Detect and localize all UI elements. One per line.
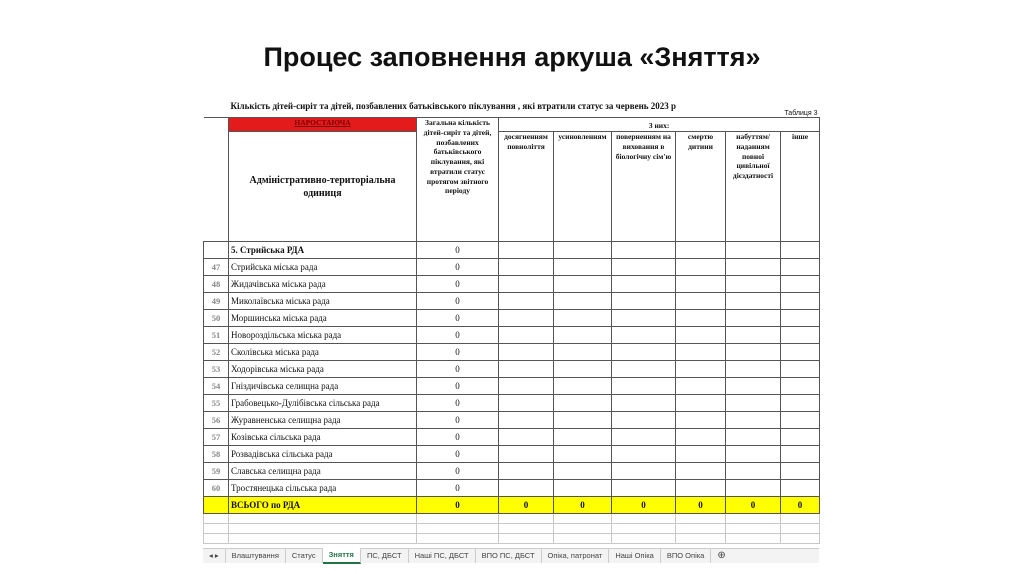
cell[interactable] bbox=[554, 327, 612, 344]
unit-name[interactable]: Розвадівська сільська рада bbox=[229, 446, 417, 463]
cell[interactable] bbox=[676, 524, 726, 534]
empty-row bbox=[204, 514, 820, 524]
total-cell[interactable]: 0 bbox=[417, 344, 499, 361]
cell[interactable] bbox=[499, 524, 554, 534]
unit-name[interactable]: Миколаївська міська рада bbox=[229, 293, 417, 310]
cell[interactable] bbox=[676, 534, 726, 544]
table-row bbox=[204, 327, 820, 344]
total-cell[interactable]: 0 bbox=[417, 293, 499, 310]
unit-name[interactable]: Козівська сільська рада bbox=[229, 429, 417, 446]
cell[interactable] bbox=[781, 259, 820, 276]
cell[interactable] bbox=[499, 276, 554, 293]
cell[interactable] bbox=[676, 514, 726, 524]
cell[interactable] bbox=[726, 259, 781, 276]
scroll-tabs-left[interactable]: ◂ ▸ bbox=[203, 549, 226, 563]
cell[interactable] bbox=[612, 378, 676, 395]
total-label: ВСЬОГО по РДА bbox=[229, 497, 417, 514]
cell[interactable] bbox=[499, 446, 554, 463]
unit-name[interactable]: Новороздільська міська рада bbox=[229, 327, 417, 344]
table-caption: Кількість дітей-сиріт та дітей, позбавлених батьківського піклування , які втратили статус за червень 2023 р bbox=[230, 101, 677, 111]
cell[interactable] bbox=[781, 429, 820, 446]
cell[interactable] bbox=[499, 259, 554, 276]
table-row bbox=[204, 310, 820, 327]
cell[interactable] bbox=[229, 514, 417, 524]
cell[interactable] bbox=[726, 327, 781, 344]
cell[interactable] bbox=[612, 259, 676, 276]
row-number: 56 bbox=[204, 412, 229, 429]
row-number: 57 bbox=[204, 429, 229, 446]
empty-row bbox=[204, 534, 820, 544]
total-value: 0 bbox=[781, 497, 820, 514]
total-cell[interactable]: 0 bbox=[417, 276, 499, 293]
total-value: 0 bbox=[612, 497, 676, 514]
cell[interactable] bbox=[726, 378, 781, 395]
cell[interactable] bbox=[612, 514, 676, 524]
cell[interactable] bbox=[781, 446, 820, 463]
cell[interactable] bbox=[229, 534, 417, 544]
sheet-tab[interactable]: Опіка, патронат bbox=[542, 549, 610, 563]
cell[interactable] bbox=[554, 361, 612, 378]
cell[interactable] bbox=[726, 361, 781, 378]
table-row bbox=[204, 412, 820, 429]
unit-name[interactable]: Славська селищна рада bbox=[229, 463, 417, 480]
total-cell[interactable]: 0 bbox=[417, 463, 499, 480]
cell[interactable] bbox=[726, 446, 781, 463]
cell[interactable] bbox=[781, 524, 820, 534]
sub-header: поверненням на виховання в біологічну сім'ю bbox=[612, 132, 676, 242]
total-cell[interactable]: 0 bbox=[417, 361, 499, 378]
cell[interactable] bbox=[554, 429, 612, 446]
cell[interactable] bbox=[499, 395, 554, 412]
cell[interactable] bbox=[781, 412, 820, 429]
of-them-header: З них: bbox=[499, 118, 820, 132]
total-cell[interactable]: 0 bbox=[417, 327, 499, 344]
row-number: 54 bbox=[204, 378, 229, 395]
unit-name[interactable]: Гніздичівська селищна рада bbox=[229, 378, 417, 395]
total-cell[interactable]: 0 bbox=[417, 395, 499, 412]
cell[interactable] bbox=[612, 534, 676, 544]
cell[interactable] bbox=[554, 310, 612, 327]
cell[interactable] bbox=[676, 395, 726, 412]
table-row bbox=[204, 378, 820, 395]
cell[interactable] bbox=[726, 463, 781, 480]
total-value: 0 bbox=[676, 497, 726, 514]
cell[interactable] bbox=[781, 480, 820, 497]
cumulative-label: НАРОСТАЮЧА bbox=[229, 118, 417, 132]
cell[interactable] bbox=[726, 344, 781, 361]
cell[interactable] bbox=[499, 463, 554, 480]
unit-name[interactable]: Ходорівська міська рада bbox=[229, 361, 417, 378]
cell[interactable] bbox=[612, 276, 676, 293]
cell[interactable] bbox=[554, 412, 612, 429]
table-row bbox=[204, 361, 820, 378]
cell[interactable] bbox=[726, 412, 781, 429]
cell[interactable] bbox=[554, 524, 612, 534]
cell[interactable] bbox=[781, 514, 820, 524]
cell[interactable] bbox=[781, 534, 820, 544]
row-number: 47 bbox=[204, 259, 229, 276]
total-cell[interactable]: 0 bbox=[417, 259, 499, 276]
cell[interactable] bbox=[612, 344, 676, 361]
table-row bbox=[204, 259, 820, 276]
cell[interactable] bbox=[499, 310, 554, 327]
unit-name[interactable]: Сколівська міська рада bbox=[229, 344, 417, 361]
cell[interactable] bbox=[204, 514, 229, 524]
cell[interactable] bbox=[781, 276, 820, 293]
row-number: 52 bbox=[204, 344, 229, 361]
total-row bbox=[204, 497, 820, 514]
cell[interactable] bbox=[612, 310, 676, 327]
cell[interactable] bbox=[204, 524, 229, 534]
cell[interactable] bbox=[417, 524, 499, 534]
cell[interactable] bbox=[612, 327, 676, 344]
row-number: 49 bbox=[204, 293, 229, 310]
sheet-tab[interactable]: Зняття bbox=[323, 548, 361, 564]
table-row bbox=[204, 463, 820, 480]
cell[interactable] bbox=[612, 395, 676, 412]
table-row bbox=[204, 276, 820, 293]
cell[interactable] bbox=[781, 327, 820, 344]
total-cell[interactable]: 0 bbox=[417, 310, 499, 327]
table-row bbox=[204, 446, 820, 463]
row-number: 59 bbox=[204, 463, 229, 480]
sheet-tab[interactable]: ПС, ДБСТ bbox=[361, 549, 409, 563]
cell[interactable] bbox=[781, 344, 820, 361]
sheet-tab[interactable]: Влаштування bbox=[226, 549, 286, 563]
cell[interactable] bbox=[417, 534, 499, 544]
cell[interactable] bbox=[676, 276, 726, 293]
unit-name[interactable]: Грабовецько-Дулібівська сільська рада bbox=[229, 395, 417, 412]
unit-name[interactable]: Стрийська міська рада bbox=[229, 259, 417, 276]
unit-name[interactable]: Жидачівська міська рада bbox=[229, 276, 417, 293]
sheet-tab[interactable]: Наші ПС, ДБСТ bbox=[409, 549, 476, 563]
cell[interactable] bbox=[726, 395, 781, 412]
cell[interactable] bbox=[726, 276, 781, 293]
cell[interactable] bbox=[612, 463, 676, 480]
row-number: 60 bbox=[204, 480, 229, 497]
cell[interactable] bbox=[499, 514, 554, 524]
cell[interactable] bbox=[417, 514, 499, 524]
cell[interactable] bbox=[726, 429, 781, 446]
total-header: Загальна кількість дітей-сиріт та дітей, позбавлених батьківського піклування, які втратили статус протягом звітного періоду bbox=[417, 118, 499, 242]
cell[interactable] bbox=[612, 412, 676, 429]
total-cell[interactable]: 0 bbox=[417, 412, 499, 429]
cell[interactable] bbox=[781, 395, 820, 412]
cell[interactable] bbox=[499, 344, 554, 361]
row-number: 51 bbox=[204, 327, 229, 344]
cell[interactable] bbox=[499, 480, 554, 497]
sub-header: досягненням повноліття bbox=[499, 132, 554, 242]
cell[interactable] bbox=[726, 524, 781, 534]
unit-name[interactable]: Тростянецька сільська рада bbox=[229, 480, 417, 497]
cell[interactable] bbox=[612, 446, 676, 463]
cell[interactable] bbox=[612, 361, 676, 378]
total-value: 0 bbox=[499, 497, 554, 514]
sheet-tab[interactable]: Наші Опіка bbox=[609, 549, 661, 563]
cell[interactable] bbox=[781, 293, 820, 310]
cell[interactable] bbox=[676, 429, 726, 446]
cell[interactable] bbox=[499, 361, 554, 378]
add-sheet-icon[interactable]: ⊕ bbox=[717, 550, 726, 561]
cell[interactable] bbox=[499, 534, 554, 544]
spreadsheet bbox=[203, 95, 819, 563]
cell[interactable] bbox=[726, 514, 781, 524]
total-value: 0 bbox=[554, 497, 612, 514]
cell[interactable] bbox=[676, 259, 726, 276]
row-number: 55 bbox=[204, 395, 229, 412]
cell[interactable] bbox=[499, 429, 554, 446]
sheet-tab[interactable]: Статус bbox=[286, 549, 323, 563]
cell[interactable] bbox=[612, 524, 676, 534]
table-row bbox=[204, 429, 820, 446]
table-row bbox=[204, 344, 820, 361]
sheet-tab[interactable]: ВПО Опіка bbox=[661, 549, 712, 563]
cell[interactable] bbox=[726, 293, 781, 310]
total-cell[interactable]: 0 bbox=[417, 378, 499, 395]
caption-row bbox=[204, 95, 820, 118]
sub-header: набуттям/ наданням повної цивільної дієздатності bbox=[726, 132, 781, 242]
cell[interactable] bbox=[676, 344, 726, 361]
cell[interactable] bbox=[612, 429, 676, 446]
total-value: 0 bbox=[417, 497, 499, 514]
sub-header: інше bbox=[781, 132, 820, 242]
cell[interactable] bbox=[554, 446, 612, 463]
cell[interactable] bbox=[676, 446, 726, 463]
table-row bbox=[204, 480, 820, 497]
cell[interactable] bbox=[781, 463, 820, 480]
cell[interactable] bbox=[204, 534, 229, 544]
unit-name[interactable]: Журавненська селищна рада bbox=[229, 412, 417, 429]
region-row bbox=[204, 242, 820, 259]
total-cell[interactable]: 0 bbox=[417, 429, 499, 446]
cell[interactable] bbox=[676, 293, 726, 310]
cell[interactable] bbox=[676, 310, 726, 327]
cell[interactable] bbox=[554, 259, 612, 276]
cell[interactable] bbox=[554, 344, 612, 361]
row-number: 48 bbox=[204, 276, 229, 293]
cell[interactable] bbox=[781, 361, 820, 378]
unit-name[interactable]: Моршинська міська рада bbox=[229, 310, 417, 327]
cell[interactable] bbox=[554, 378, 612, 395]
sub-header: усиновленням bbox=[554, 132, 612, 242]
cell[interactable] bbox=[726, 534, 781, 544]
cell[interactable] bbox=[554, 514, 612, 524]
cell[interactable] bbox=[554, 395, 612, 412]
cell[interactable] bbox=[676, 327, 726, 344]
unit-header: Адміністративно-територіальна одиниця bbox=[229, 132, 417, 242]
table-row bbox=[204, 395, 820, 412]
cell[interactable] bbox=[229, 524, 417, 534]
cell[interactable] bbox=[554, 293, 612, 310]
cell[interactable] bbox=[499, 378, 554, 395]
cell[interactable] bbox=[726, 480, 781, 497]
cell[interactable] bbox=[781, 378, 820, 395]
cell[interactable] bbox=[612, 293, 676, 310]
data-table bbox=[203, 95, 820, 544]
sheet-tab[interactable]: ВПО ПС, ДБСТ bbox=[476, 549, 542, 563]
cell[interactable] bbox=[499, 327, 554, 344]
sub-header: смертю дитини bbox=[676, 132, 726, 242]
cell[interactable] bbox=[612, 480, 676, 497]
cell[interactable] bbox=[554, 276, 612, 293]
cell[interactable] bbox=[554, 480, 612, 497]
cell[interactable] bbox=[676, 480, 726, 497]
cell[interactable] bbox=[554, 534, 612, 544]
cell[interactable] bbox=[676, 378, 726, 395]
sheet-tabs bbox=[203, 548, 819, 563]
cell[interactable] bbox=[499, 293, 554, 310]
row-number: 58 bbox=[204, 446, 229, 463]
total-cell[interactable]: 0 bbox=[417, 446, 499, 463]
cell[interactable] bbox=[676, 412, 726, 429]
slide-title: Процес заповнення аркуша «Зняття» bbox=[263, 42, 761, 72]
row-number: 50 bbox=[204, 310, 229, 327]
cell[interactable] bbox=[499, 412, 554, 429]
empty-row bbox=[204, 524, 820, 534]
cell[interactable] bbox=[676, 361, 726, 378]
row-number: 53 bbox=[204, 361, 229, 378]
cell[interactable] bbox=[676, 463, 726, 480]
cell[interactable] bbox=[554, 463, 612, 480]
total-cell[interactable]: 0 bbox=[417, 480, 499, 497]
cell[interactable] bbox=[726, 310, 781, 327]
region-name: 5. Стрийська РДА bbox=[229, 242, 417, 259]
region-value: 0 bbox=[417, 242, 499, 259]
cell[interactable] bbox=[781, 310, 820, 327]
table-number: Таблиця 3 bbox=[784, 110, 818, 117]
table-row bbox=[204, 293, 820, 310]
total-value: 0 bbox=[726, 497, 781, 514]
